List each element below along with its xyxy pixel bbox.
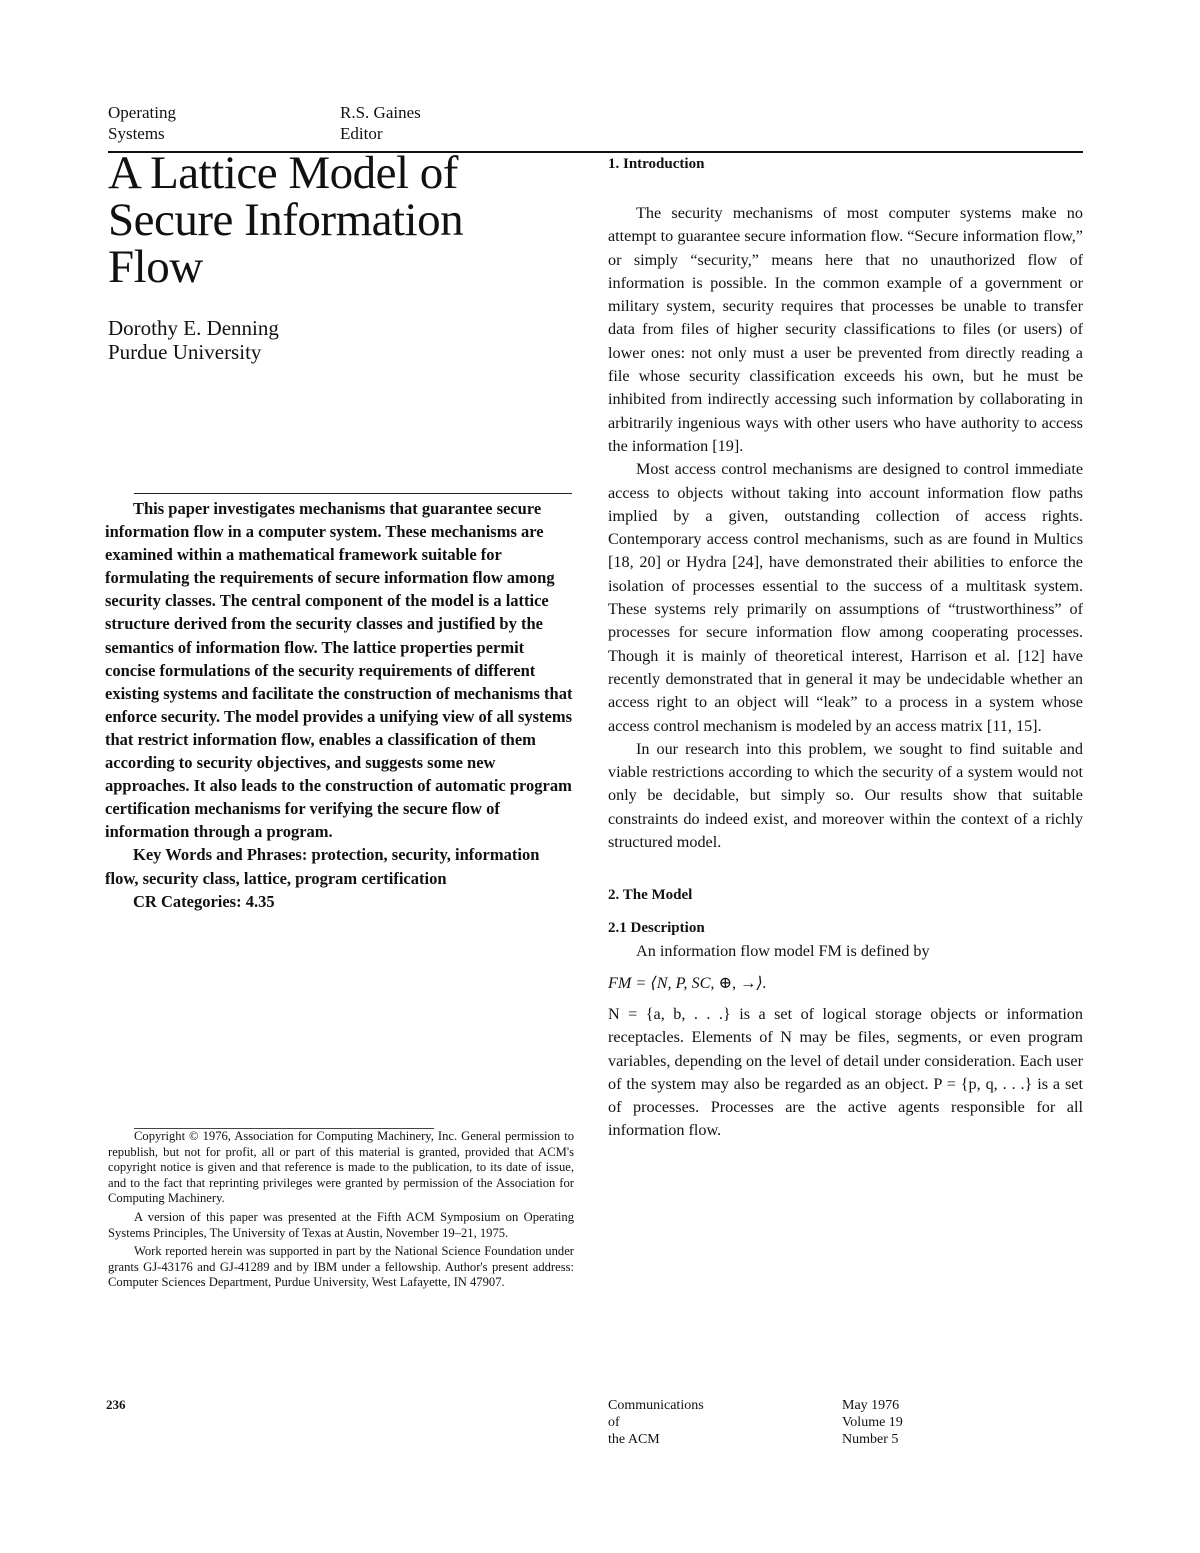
editor-label [340,102,540,144]
issue-footer [842,1397,1042,1448]
symposium-note: A version of this paper was presented at the Fifth ACM Symposium on Operating Systems Principles, The University of Texas at Austin, November 19–21, 1975. [108,1209,574,1240]
title-line: Flow [108,241,203,293]
footnotes [108,1129,574,1294]
paragraph: In our research into this problem, we sought to find suitable and viable restrictions according to which the security of a system would not only be decidable, but simply so. Our results show that suitable constraints do indeed exist, and moreover within the context of a richly structured model. [608,739,1083,852]
abstract-body: This paper investigates mechanisms that guarantee secure information flow in a computer system. These mechanisms are examined within a mathematical framework suitable for formulating the requirements of secure information flow among security classes. The central component of the model is a lattice structure derived from the security classes and justified by the semantics of information flow. The lattice properties permit concise formulations of the security requirements of different existing systems and facilitate the construction of mechanisms that enforce security. The model provides a unifying view of all systems that restrict information flow, enables a classification of them according to security objectives, and suggests some new approaches. It also leads to the construction of automatic program certification mechanisms for verifying the secure flow of information through a program. [105,499,573,842]
paragraph: Most access control mechanisms are designed to control immediate access to objects without taking into account information flow paths implied by a given, outstanding collection of access rights. Contemporary access control mechanisms, such as are found in Multics [18, 20] or Hydra [24], have demonstrated their abilities to enforce the isolation of processes essential to the success of a multitask system. These systems rely primarily on assumptions of “trustworthiness” of processes for secure information flow among cooperating processes. Though it is mainly of theoretical interest, Harrison et al. [12] have recently demonstrated that in general it may be undecidable whether an access right to an object will “leak” to a process in a system whose access control mechanism is modeled by an access matrix [11, 15]. [608,460,1083,735]
section-label [108,102,308,144]
issue-line: May 1976 [842,1398,900,1413]
title-line: Secure Information [108,194,464,246]
abstract-rule [134,493,572,494]
copyright-note: Copyright © 1976, Association for Computing Machinery, Inc. General permission to republish, but not for profit, all or part of this material is granted, provided that ACM's copyright notice is given and that reference is made to the publication, to its date of issue, and to the fact that reprinting privileges were granted by permission of the Association for Computing Machinery. [108,1129,574,1206]
journal-line: Communications [608,1398,704,1413]
funding-note: Work reported herein was supported in part by the National Science Foundation under grants GJ-43176 and GJ-41289 and by IBM under a fellowship. Author's present address: Computer Sciences Department, Purdue University, West Lafayette, IN 47907. [108,1244,574,1290]
section-label-line: Systems [108,124,165,143]
keywords: Key Words and Phrases: protection, security, information flow, security class, lattice, program certification [105,845,540,888]
abstract [105,497,575,913]
title-line: A Lattice Model of [108,147,458,199]
paragraph: An information flow model FM is defined by [636,942,930,961]
cr-categories: CR Categories: 4.35 [133,891,275,911]
section-heading: 1. Introduction [608,156,705,172]
paper-title [108,147,578,293]
author-block [108,316,578,364]
editor-label-line: R.S. Gaines [340,103,421,122]
paragraph: N = {a, b, . . .} is a set of logical storage objects or information receptacles. Elements of N may be files, segments, or even program variables, depending on the level of detail under consideration. Each user of the system may also be regarded as an object. P = {p, q, . . .} is a set of processes. Processes are the active agents responsible for all information flow. [608,1004,1083,1140]
section-heading: 2. The Model [608,887,693,904]
journal-line: the ACM [608,1432,660,1447]
issue-line: Volume 19 [842,1415,903,1430]
author-name: Dorothy E. Denning [108,316,279,340]
journal-footer [608,1397,808,1448]
section-label-line: Operating [108,103,176,122]
issue-line: Number 5 [842,1432,899,1447]
body-column [608,153,1083,1143]
page-number: 236 [106,1397,126,1412]
editor-label-line: Editor [340,124,383,143]
paragraph: The security mechanisms of most computer systems make no attempt to guarantee secure information flow. “Secure information flow,” or simply “security,” means here that no unauthorized flow of information is possible. In the common example of a government or military system, security requires that processes be unable to transfer data from files of higher security classifications to files (or users) of lower ones: not only must a user be prevented from directly reading a file whose security classification exceeds his own, but he must be inhibited from indirectly accessing such information by collaborating in arbitrarily ingenious ways with other users who have authority to access the information [19]. [608,204,1083,455]
subsection-heading: 2.1 Description [608,920,705,937]
equation: FM = ⟨N, P, SC, ⊕, →⟩. [608,973,767,992]
journal-line: of [608,1415,620,1430]
author-affiliation: Purdue University [108,340,262,364]
